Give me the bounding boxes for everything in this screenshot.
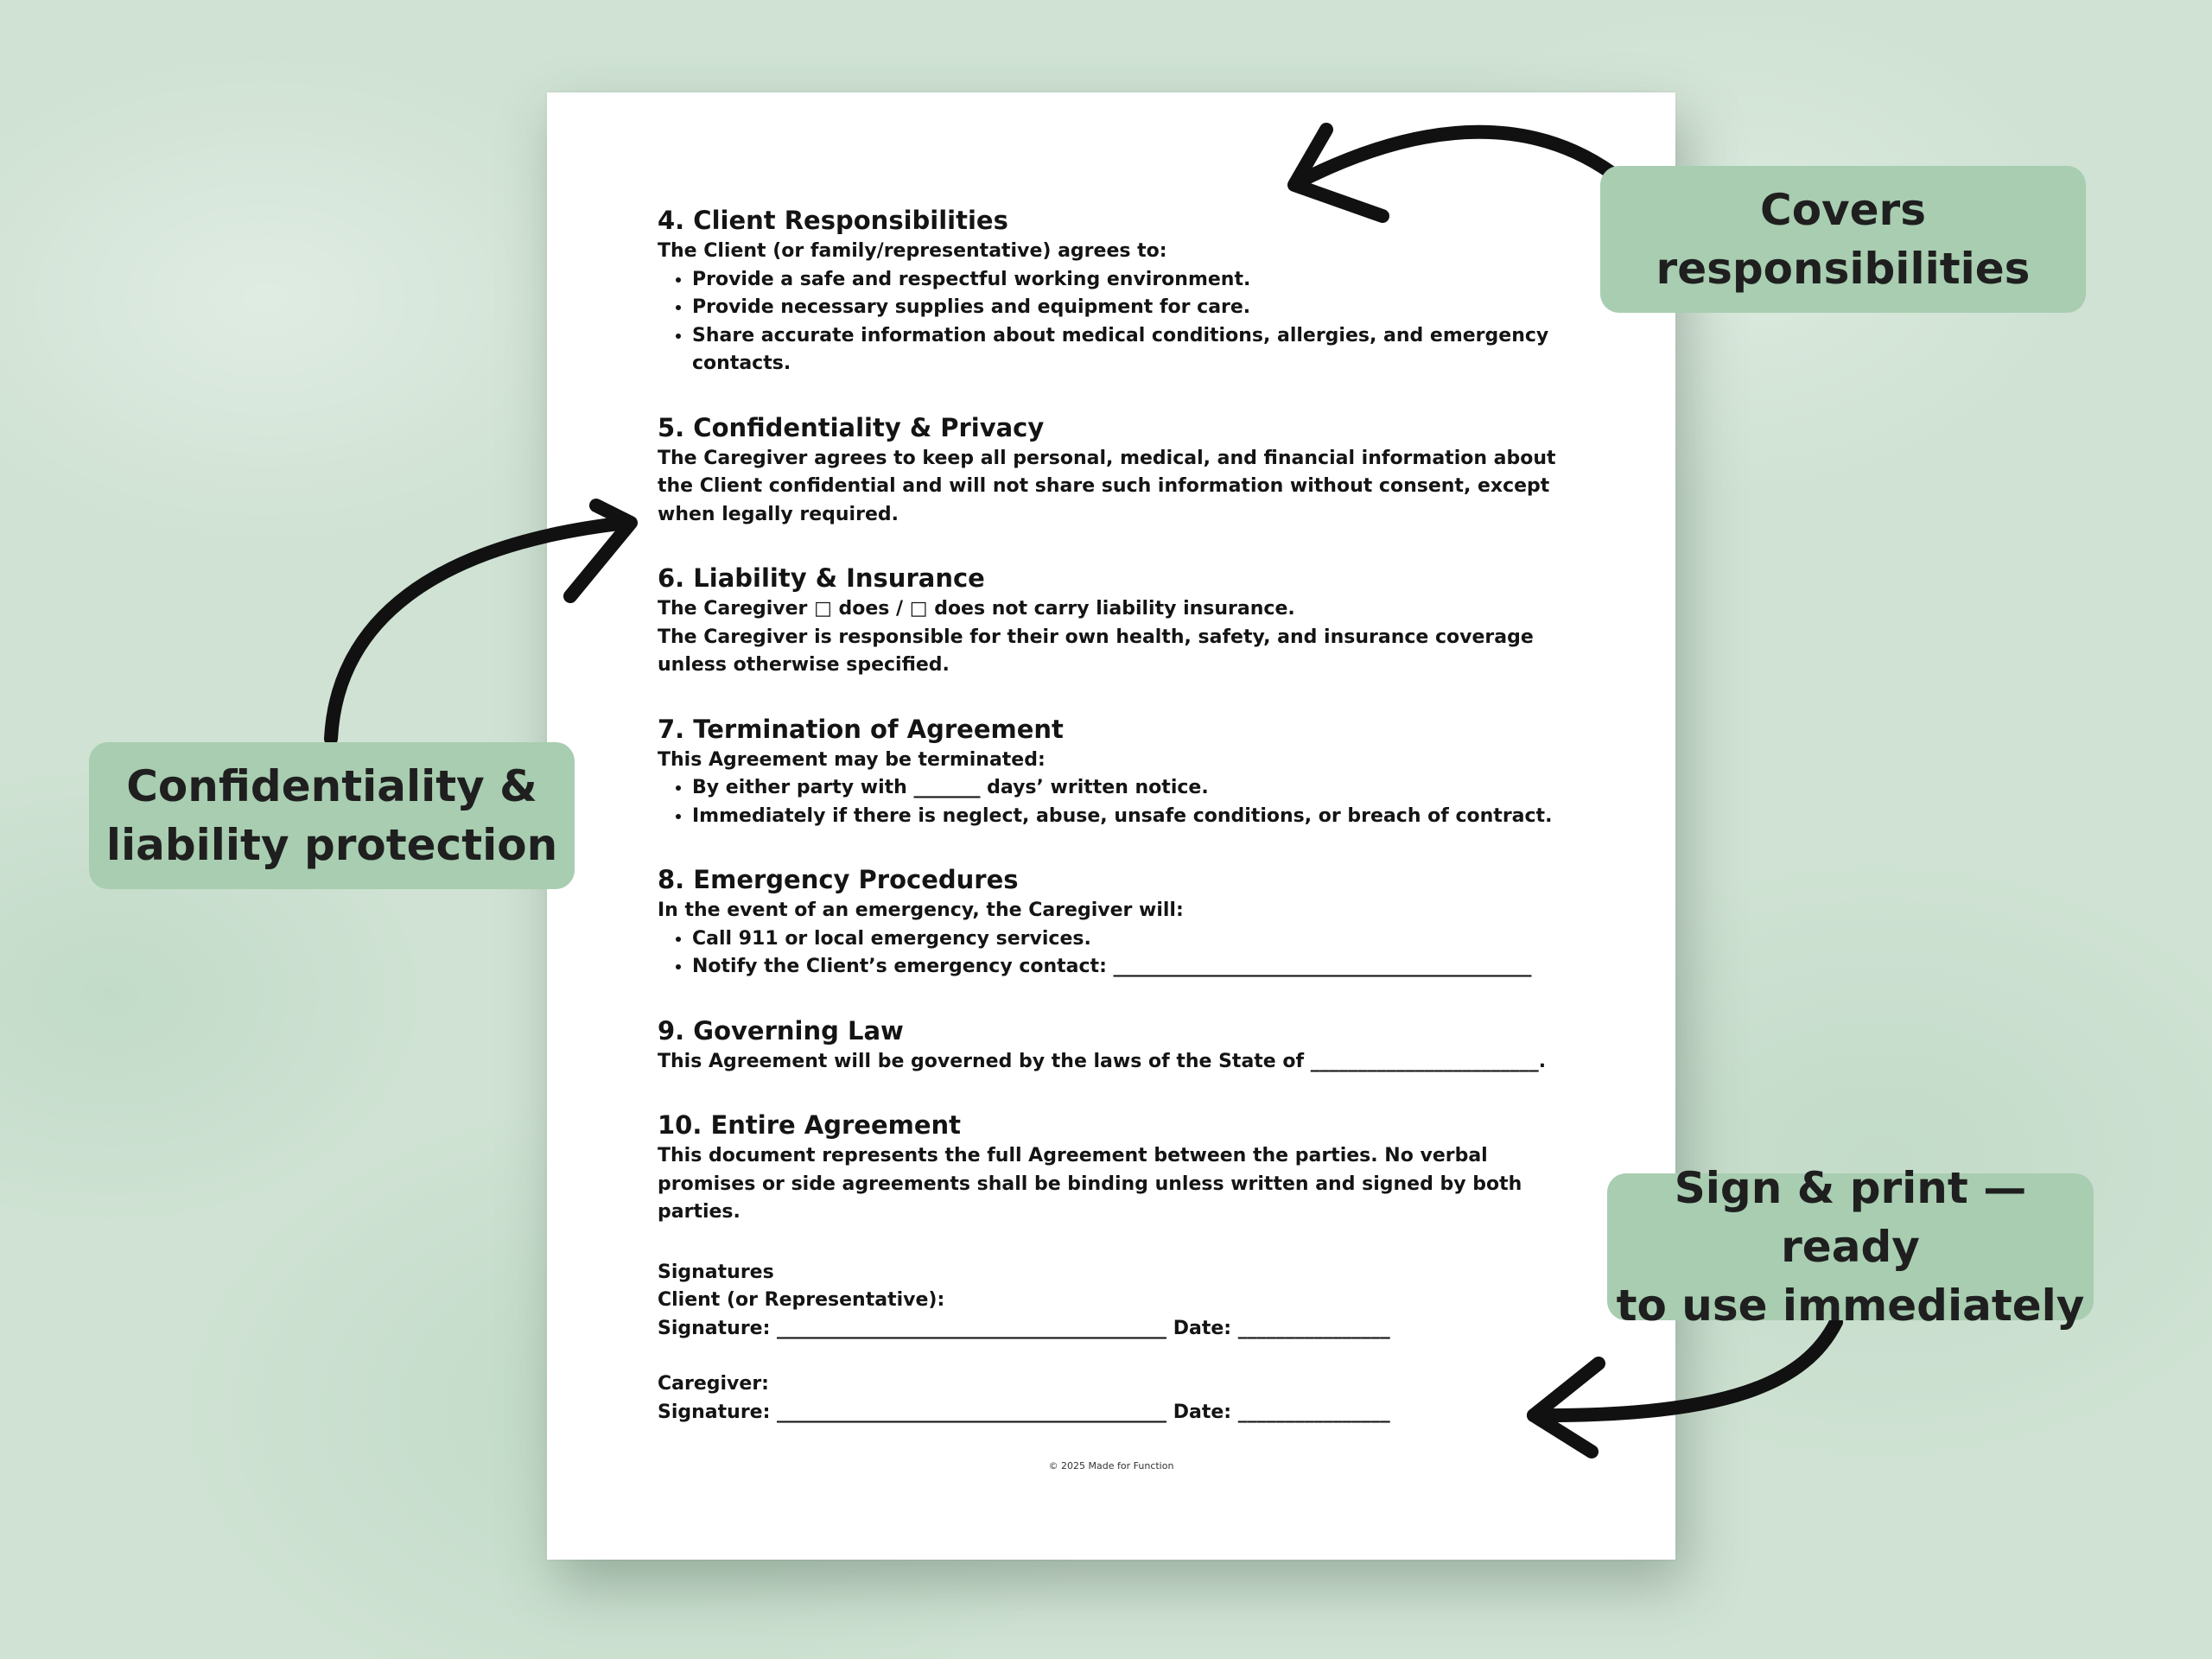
copyright-notice: © 2025 Made for Function xyxy=(1048,1460,1174,1471)
section-text: The Caregiver □ does / □ does not carry liability insurance. xyxy=(658,598,1295,620)
list-item: • Provide necessary supplies and equipment for care. xyxy=(692,294,1573,322)
callout-line: Confidentiality & xyxy=(126,761,537,811)
callout-line: liability protection xyxy=(105,820,558,870)
section-title: 4. Client Responsibilities xyxy=(658,206,1008,235)
list-item: • Immediately if there is neglect, abuse, unsafe conditions, or breach of contract. xyxy=(692,803,1573,831)
callout-line: responsibilities xyxy=(1656,244,2031,294)
list-item: • Share accurate information about medical conditions, allergies, and emergency contacts. xyxy=(692,322,1573,378)
arrow-bottom-icon xyxy=(1534,1322,1836,1415)
caregiver-label: Caregiver: xyxy=(658,1373,769,1395)
section-title: 9. Governing Law xyxy=(658,1015,904,1046)
client-signature-line: Signature: _________________________________________ Date: ________________ xyxy=(658,1317,1390,1339)
section-title: 8. Emergency Procedures xyxy=(658,865,1019,894)
arrow-bottom-head-icon xyxy=(1534,1363,1599,1452)
section-text: The Client (or family/representative) agrees to: xyxy=(658,240,1167,262)
section-title: 7. Termination of Agreement xyxy=(658,714,1064,744)
section-title: 5. Confidentiality & Privacy xyxy=(658,412,1045,442)
list-item: • Provide a safe and respectful working environment. xyxy=(692,266,1573,295)
section-text: The Caregiver is responsible for their own health, safety, and insurance coverage unless otherwise specified. xyxy=(658,626,1534,676)
callout-line: to use immediately xyxy=(1616,1281,2085,1331)
client-label: Client (or Representative): xyxy=(658,1289,945,1311)
section-text: The Caregiver agrees to keep all personal, medical, and financial information about the Client confidential and will not share such information without consent, except when legally required. xyxy=(658,447,1556,525)
callout-line: Sign & print — ready xyxy=(1674,1163,2027,1272)
section-text: This Agreement will be governed by the laws of the State of ________________________. xyxy=(658,1050,1547,1072)
section-title: 6. Liability & Insurance xyxy=(658,563,985,593)
caregiver-signature-line: Signature: _________________________________________ Date: ________________ xyxy=(658,1401,1390,1423)
section-title: 10. Entire Agreement xyxy=(658,1110,962,1140)
section-text: This document represents the full Agreement between the parties. No verbal promises or side agreements shall be binding unless written and signed by both parties. xyxy=(658,1145,1522,1223)
arrow-top-icon xyxy=(1296,132,1611,183)
section-text: In the event of an emergency, the Caregiver will: xyxy=(658,899,1184,921)
arrow-top-head-icon xyxy=(1294,130,1382,216)
callout-sign-print xyxy=(1607,1163,2094,1331)
arrow-left-icon xyxy=(331,523,626,739)
list-item: • Call 911 or local emergency services. xyxy=(692,925,1573,954)
section-text: This Agreement may be terminated: xyxy=(658,748,1046,771)
callout-responsibilities xyxy=(1600,166,2086,313)
list-item: • By either party with _______ days’ written notice. xyxy=(692,774,1573,803)
callout-confidentiality xyxy=(89,742,575,889)
list-item: • Notify the Client’s emergency contact: ____________________________________________ xyxy=(692,953,1573,982)
signatures-heading: Signatures xyxy=(658,1261,774,1283)
callout-line: Covers xyxy=(1760,185,1926,235)
